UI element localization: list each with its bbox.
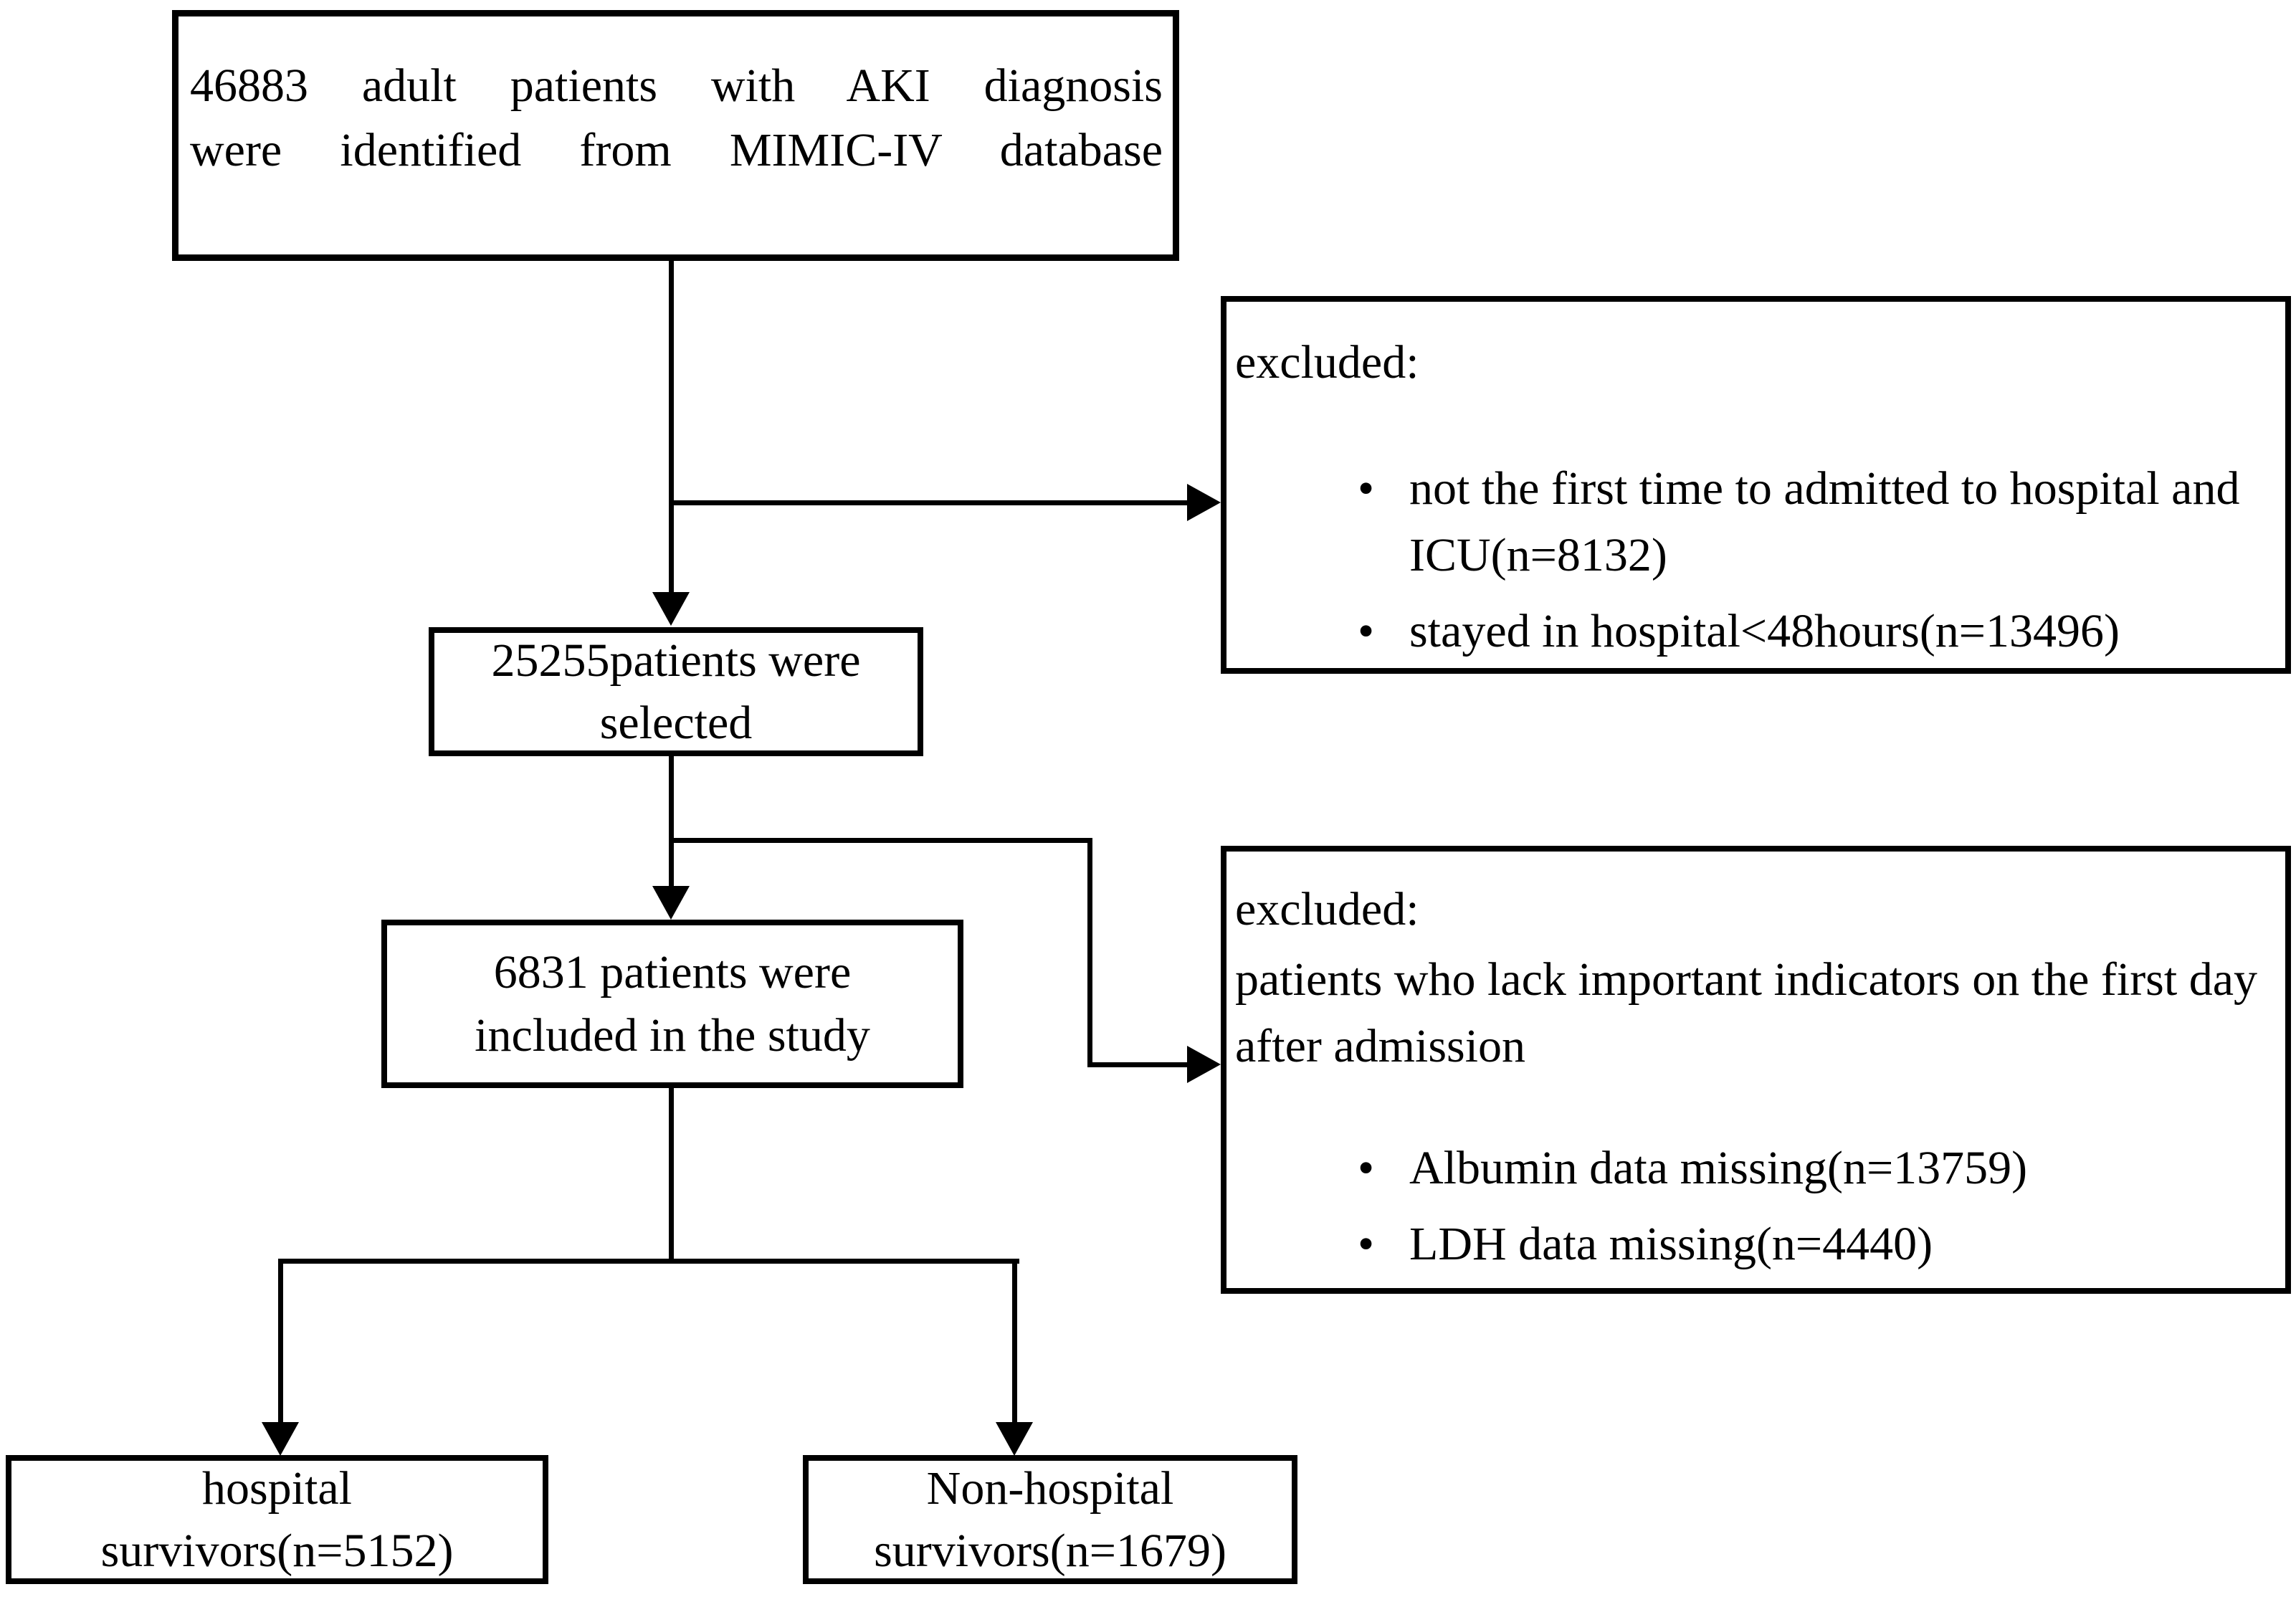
exclusion-bullet-list <box>1235 455 2274 665</box>
connector-split-right <box>1012 1259 1017 1424</box>
connector-branch-horizontal <box>669 838 1092 843</box>
bullet-text: stayed in hospital<48hours(n=13496) <box>1409 605 2120 658</box>
excluded-title: excluded: <box>1235 883 1419 935</box>
bullet-icon: • <box>1358 1142 1375 1195</box>
node-text-line: hospital <box>202 1462 352 1515</box>
arrowhead-down-icon <box>652 886 690 920</box>
connector-split-left <box>278 1259 283 1424</box>
bullet-icon: • <box>1358 1217 1375 1270</box>
connector-selected-to-included <box>669 755 674 886</box>
node-identified-patients <box>172 10 1179 261</box>
node-hospital-survivors <box>6 1455 548 1584</box>
arrowhead-right-icon <box>1187 484 1221 521</box>
arrowhead-down-icon <box>996 1422 1033 1456</box>
exclusion-description: patients who lack important indicators on the first day after admission <box>1235 953 2257 1073</box>
arrowhead-down-icon <box>262 1422 299 1456</box>
node-excluded-admission-criteria <box>1221 296 2291 674</box>
excluded-title: excluded: <box>1235 336 1419 388</box>
node-text-line: selected <box>599 697 753 749</box>
node-text-line: survivors(n=5152) <box>100 1525 454 1577</box>
node-non-hospital-survivors <box>803 1455 1297 1584</box>
node-patients-selected <box>429 627 923 756</box>
bullet-icon: • <box>1358 462 1375 515</box>
node-text-line: 6831 patients were <box>493 946 852 999</box>
bullet-icon: • <box>1358 605 1375 658</box>
bullet-item <box>1353 598 2255 665</box>
exclusion-bullet-list <box>1235 1135 2274 1277</box>
node-text-line: were identified from MIMIC-IV database <box>190 123 1163 176</box>
bullet-item <box>1353 1211 2255 1278</box>
connector-included-to-split <box>669 1087 674 1264</box>
arrowhead-right-icon <box>1187 1046 1221 1083</box>
bullet-text: LDH data missing(n=4440) <box>1409 1217 1933 1270</box>
connector-branch-to-excluded-2 <box>1087 1062 1189 1067</box>
node-text-line: survivors(n=1679) <box>874 1525 1226 1577</box>
arrowhead-down-icon <box>652 592 690 626</box>
node-patients-included <box>381 920 963 1088</box>
bullet-item <box>1353 455 2255 589</box>
bullet-text: not the first time to admitted to hospital and ICU(n=8132) <box>1409 462 2240 582</box>
connector-to-excluded-1 <box>669 500 1189 505</box>
connector-split-horizontal <box>278 1259 1019 1264</box>
node-text-line: included in the study <box>475 1009 870 1062</box>
bullet-item <box>1353 1135 2255 1202</box>
node-excluded-missing-indicators <box>1221 846 2291 1294</box>
bullet-text: Albumin data missing(n=13759) <box>1409 1142 2028 1195</box>
node-text-line: 46883 adult patients with AKI diagnosis <box>190 59 1163 112</box>
connector-identified-to-selected <box>669 261 674 592</box>
connector-branch-vertical <box>1087 838 1092 1067</box>
node-text-line: 25255patients were <box>491 634 861 687</box>
node-text-line: Non-hospital <box>926 1462 1174 1515</box>
